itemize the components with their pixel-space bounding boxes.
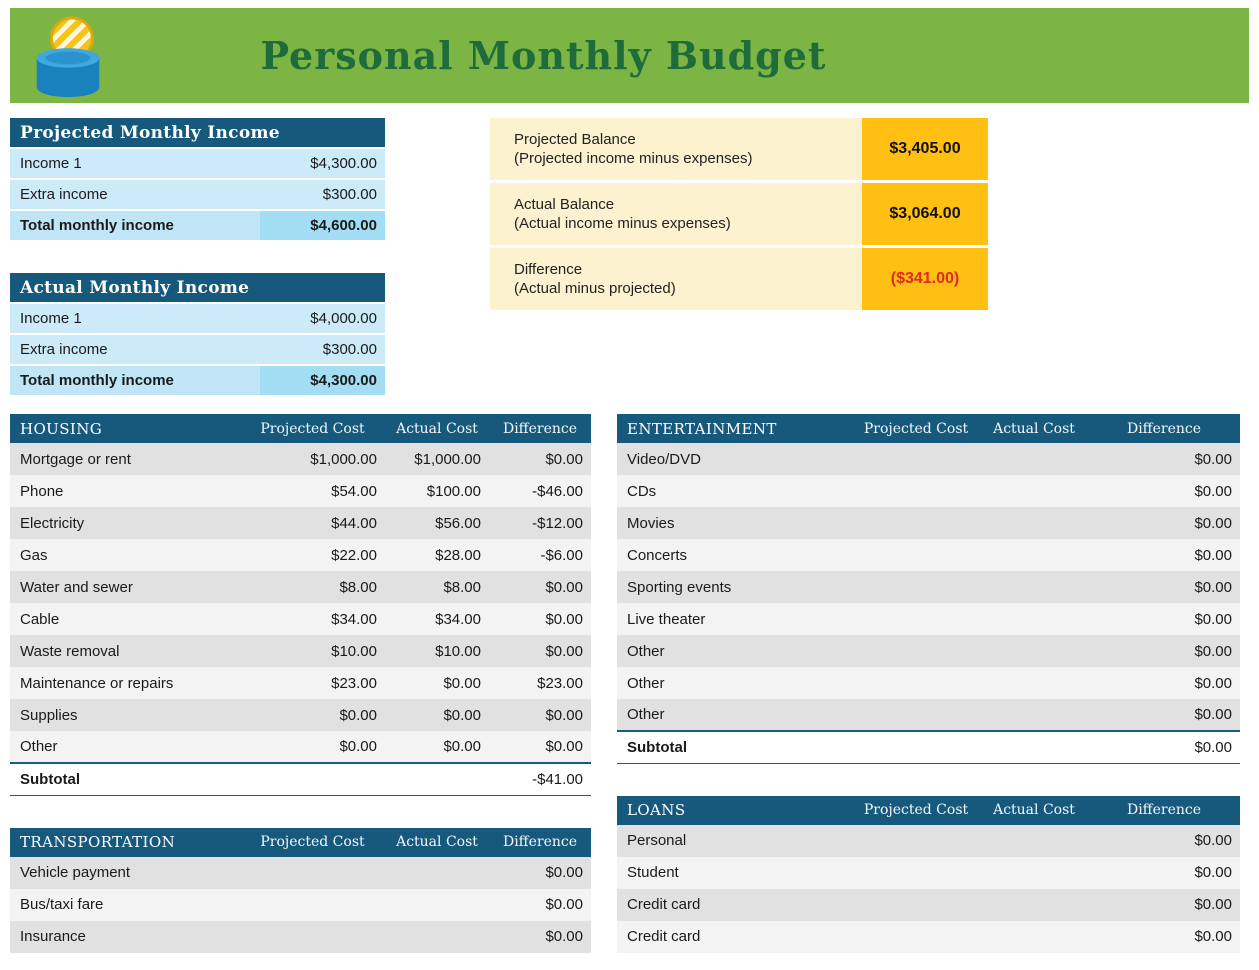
left-column [10,414,591,953]
expense-row [617,667,1240,699]
actual-cost-cell[interactable]: $28.00 [385,539,489,571]
summary-row-actual-balance [490,183,988,245]
actual-cost-cell[interactable] [385,921,489,953]
actual-cost-cell[interactable] [980,921,1088,953]
expense-label-cell[interactable]: Live theater [617,603,852,635]
column-header-actual-cost[interactable]: Actual Cost [385,414,489,443]
actual-cost-cell[interactable]: $1,000.00 [385,443,489,475]
subtotal-row [617,731,1240,763]
difference-cell[interactable]: -$12.00 [489,507,591,539]
expense-label-cell[interactable]: Vehicle payment [10,857,240,889]
projected-cost-cell[interactable] [240,857,385,889]
expense-row [10,699,591,731]
actual-cost-cell[interactable]: $100.00 [385,475,489,507]
difference-cell[interactable]: $0.00 [1088,825,1240,857]
expense-row [10,635,591,667]
expense-row [617,921,1240,953]
difference-cell[interactable]: $0.00 [1088,857,1240,889]
expense-label-cell[interactable]: Video/DVD [617,443,852,475]
page-title: Personal Monthly Budget [260,33,827,78]
summary-value-cell[interactable]: $3,064.00 [862,183,988,245]
projected-cost-cell[interactable] [852,571,980,603]
actual-cost-cell[interactable]: $0.00 [385,731,489,763]
expense-row [617,825,1240,857]
expense-row [617,507,1240,539]
actual-cost-cell[interactable]: $34.00 [385,603,489,635]
expense-row [10,475,591,507]
summary-label: Actual Balance [514,196,615,213]
expense-row [10,539,591,571]
income-total-value[interactable]: $4,600.00 [260,210,385,241]
column-header-difference[interactable]: Difference [1088,796,1240,825]
column-header-projected-cost[interactable]: Projected Cost [852,414,980,443]
summary-value-cell[interactable]: $3,405.00 [862,118,988,180]
difference-cell[interactable]: $0.00 [1088,571,1240,603]
projected-cost-cell[interactable] [852,921,980,953]
projected-cost-cell[interactable] [852,825,980,857]
summary-sublabel: (Actual minus projected) [514,280,676,297]
expense-label-cell[interactable]: Other [617,699,852,731]
difference-cell[interactable]: $0.00 [1088,475,1240,507]
difference-cell[interactable]: $0.00 [489,699,591,731]
subtotal-projected-cell[interactable] [852,731,980,763]
right-column [617,414,1240,953]
actual-cost-cell[interactable] [385,889,489,921]
expense-row [10,889,591,921]
projected-cost-cell[interactable]: $0.00 [240,731,385,763]
subtotal-label[interactable]: Subtotal [617,731,852,763]
expense-label-cell[interactable]: Gas [10,539,240,571]
income-value-cell[interactable]: $300.00 [260,179,385,210]
expense-row [617,889,1240,921]
actual-cost-cell[interactable]: $10.00 [385,635,489,667]
expense-label-cell[interactable]: Bus/taxi fare [10,889,240,921]
expense-label-cell[interactable]: Electricity [10,507,240,539]
summary-label: Projected Balance [514,131,636,148]
expense-label-cell[interactable]: Water and sewer [10,571,240,603]
subtotal-actual-cell[interactable] [385,763,489,795]
projected-cost-cell[interactable] [852,857,980,889]
transportation-table-title[interactable]: TRANSPORTATION [10,828,240,857]
entertainment-table [617,414,1240,764]
projected-cost-cell[interactable] [240,889,385,921]
projected-cost-cell[interactable] [852,699,980,731]
actual-cost-cell[interactable] [980,825,1088,857]
transportation-table [10,828,591,953]
expense-row [10,603,591,635]
expense-row [617,857,1240,889]
actual-cost-cell[interactable] [980,571,1088,603]
difference-cell[interactable]: $0.00 [489,731,591,763]
expense-row [617,699,1240,731]
summary-label: Difference [514,261,583,278]
income-column [10,118,385,397]
income-row [10,179,385,210]
expense-row [617,443,1240,475]
difference-cell[interactable]: $0.00 [489,889,591,921]
income-total-row [10,210,385,241]
expense-label-cell[interactable]: Supplies [10,699,240,731]
projected-cost-cell[interactable] [852,507,980,539]
income-row [10,303,385,334]
actual-cost-cell[interactable] [980,603,1088,635]
expense-label-cell[interactable]: Other [10,731,240,763]
income-total-value[interactable]: $4,300.00 [260,365,385,396]
difference-cell[interactable]: $0.00 [489,635,591,667]
difference-cell[interactable]: $0.00 [1088,921,1240,953]
column-header-difference[interactable]: Difference [1088,414,1240,443]
coin-jar-icon [24,13,112,101]
expense-label-cell[interactable]: Other [617,667,852,699]
actual-cost-cell[interactable] [980,635,1088,667]
actual-cost-cell[interactable] [980,507,1088,539]
difference-cell[interactable]: $0.00 [489,921,591,953]
expense-label-cell[interactable]: Concerts [617,539,852,571]
projected-cost-cell[interactable] [852,635,980,667]
difference-cell[interactable]: $0.00 [1088,507,1240,539]
expense-label-cell[interactable]: Credit card [617,921,852,953]
projected-cost-cell[interactable]: $0.00 [240,699,385,731]
income-value-cell[interactable]: $4,000.00 [260,303,385,334]
difference-cell[interactable]: $0.00 [489,443,591,475]
projected-cost-cell[interactable] [240,921,385,953]
expense-row [617,475,1240,507]
difference-cell[interactable]: $0.00 [1088,699,1240,731]
subtotal-row [10,763,591,795]
table-header-row [10,414,591,443]
expense-label-cell[interactable]: Student [617,857,852,889]
income-label-cell[interactable]: Income 1 [10,303,260,334]
summary-sublabel: (Actual income minus expenses) [514,215,731,232]
projected-cost-cell[interactable]: $44.00 [240,507,385,539]
expense-row [617,635,1240,667]
subtotal-difference-cell[interactable]: $0.00 [1088,731,1240,763]
projected-cost-cell[interactable]: $23.00 [240,667,385,699]
projected-cost-cell[interactable] [852,667,980,699]
housing-table [10,414,591,796]
projected-cost-cell[interactable] [852,603,980,635]
income-value-cell[interactable]: $4,300.00 [260,148,385,179]
income-total-label[interactable]: Total monthly income [10,365,260,396]
subtotal-label[interactable]: Subtotal [10,763,240,795]
table-header-row [617,796,1240,825]
expense-label-cell[interactable]: Phone [10,475,240,507]
expense-label-cell[interactable]: Sporting events [617,571,852,603]
summary-label-cell[interactable] [490,248,862,310]
expense-label-cell[interactable]: CDs [617,475,852,507]
difference-cell[interactable]: $0.00 [1088,889,1240,921]
projected-income-table [10,118,385,242]
loans-table [617,796,1240,953]
income-value-cell[interactable]: $300.00 [260,334,385,365]
summary-sublabel: (Projected income minus expenses) [514,150,753,167]
actual-cost-cell[interactable]: $0.00 [385,667,489,699]
income-label-cell[interactable]: Income 1 [10,148,260,179]
column-header-actual-cost[interactable]: Actual Cost [980,796,1088,825]
summary-row-projected-balance [490,118,988,180]
projected-cost-cell[interactable]: $54.00 [240,475,385,507]
summary-label-cell[interactable] [490,183,862,245]
difference-cell[interactable]: $0.00 [1088,603,1240,635]
expense-row [10,443,591,475]
expense-label-cell[interactable]: Cable [10,603,240,635]
summary-label-cell[interactable] [490,118,862,180]
table-header-row [10,828,591,857]
actual-cost-cell[interactable] [980,475,1088,507]
income-label-cell[interactable]: Extra income [10,334,260,365]
income-row [10,334,385,365]
header-banner [10,8,1249,103]
actual-cost-cell[interactable] [980,699,1088,731]
column-header-projected-cost[interactable]: Projected Cost [240,414,385,443]
subtotal-projected-cell[interactable] [240,763,385,795]
column-header-projected-cost[interactable]: Projected Cost [852,796,980,825]
expense-row [10,921,591,953]
expense-row [617,539,1240,571]
expense-label-cell[interactable]: Personal [617,825,852,857]
subtotal-difference-cell[interactable]: -$41.00 [489,763,591,795]
income-label-cell[interactable]: Extra income [10,179,260,210]
top-section [10,118,1249,397]
actual-cost-cell[interactable]: $8.00 [385,571,489,603]
projected-cost-cell[interactable] [852,475,980,507]
projected-cost-cell[interactable] [852,539,980,571]
difference-cell[interactable]: $0.00 [1088,539,1240,571]
column-header-difference[interactable]: Difference [489,828,591,857]
table-header-row [617,414,1240,443]
difference-cell[interactable]: -$46.00 [489,475,591,507]
actual-income-title[interactable]: Actual Monthly Income [10,273,385,303]
actual-cost-cell[interactable] [385,857,489,889]
difference-cell[interactable]: $0.00 [489,603,591,635]
income-total-row [10,365,385,396]
expense-row [617,571,1240,603]
expense-label-cell[interactable]: Insurance [10,921,240,953]
projected-cost-cell[interactable] [852,889,980,921]
expense-row [10,731,591,763]
projected-cost-cell[interactable]: $22.00 [240,539,385,571]
expense-row [10,857,591,889]
loans-table-title[interactable]: LOANS [617,796,852,825]
housing-table-title[interactable]: HOUSING [10,414,240,443]
projected-cost-cell[interactable]: $10.00 [240,635,385,667]
expense-row [10,507,591,539]
expense-label-cell[interactable]: Waste removal [10,635,240,667]
actual-cost-cell[interactable]: $0.00 [385,699,489,731]
projected-cost-cell[interactable]: $1,000.00 [240,443,385,475]
entertainment-table-title[interactable]: ENTERTAINMENT [617,414,852,443]
expense-label-cell[interactable]: Other [617,635,852,667]
expense-tables-section [10,414,1249,953]
actual-cost-cell[interactable] [980,889,1088,921]
difference-cell[interactable]: $0.00 [1088,443,1240,475]
summary-panel [490,118,988,397]
projected-income-title[interactable]: Projected Monthly Income [10,118,385,148]
actual-cost-cell[interactable] [980,443,1088,475]
projected-cost-cell[interactable]: $8.00 [240,571,385,603]
income-total-label[interactable]: Total monthly income [10,210,260,241]
column-header-actual-cost[interactable]: Actual Cost [980,414,1088,443]
actual-cost-cell[interactable]: $56.00 [385,507,489,539]
expense-row [10,667,591,699]
column-header-actual-cost[interactable]: Actual Cost [385,828,489,857]
difference-cell[interactable]: $23.00 [489,667,591,699]
income-row [10,148,385,179]
subtotal-actual-cell[interactable] [980,731,1088,763]
expense-label-cell[interactable]: Movies [617,507,852,539]
expense-label-cell[interactable]: Mortgage or rent [10,443,240,475]
difference-cell[interactable]: $0.00 [489,857,591,889]
actual-cost-cell[interactable] [980,539,1088,571]
column-header-projected-cost[interactable]: Projected Cost [240,828,385,857]
difference-cell[interactable]: $0.00 [489,571,591,603]
summary-value-cell[interactable]: ($341.00) [862,248,988,310]
expense-label-cell[interactable]: Maintenance or repairs [10,667,240,699]
projected-cost-cell[interactable] [852,443,980,475]
projected-cost-cell[interactable]: $34.00 [240,603,385,635]
summary-row-difference [490,248,988,310]
column-header-difference[interactable]: Difference [489,414,591,443]
expense-row [617,603,1240,635]
expense-row [10,571,591,603]
difference-cell[interactable]: -$6.00 [489,539,591,571]
actual-cost-cell[interactable] [980,667,1088,699]
actual-cost-cell[interactable] [980,857,1088,889]
difference-cell[interactable]: $0.00 [1088,635,1240,667]
expense-label-cell[interactable]: Credit card [617,889,852,921]
difference-cell[interactable]: $0.00 [1088,667,1240,699]
actual-income-table [10,273,385,397]
